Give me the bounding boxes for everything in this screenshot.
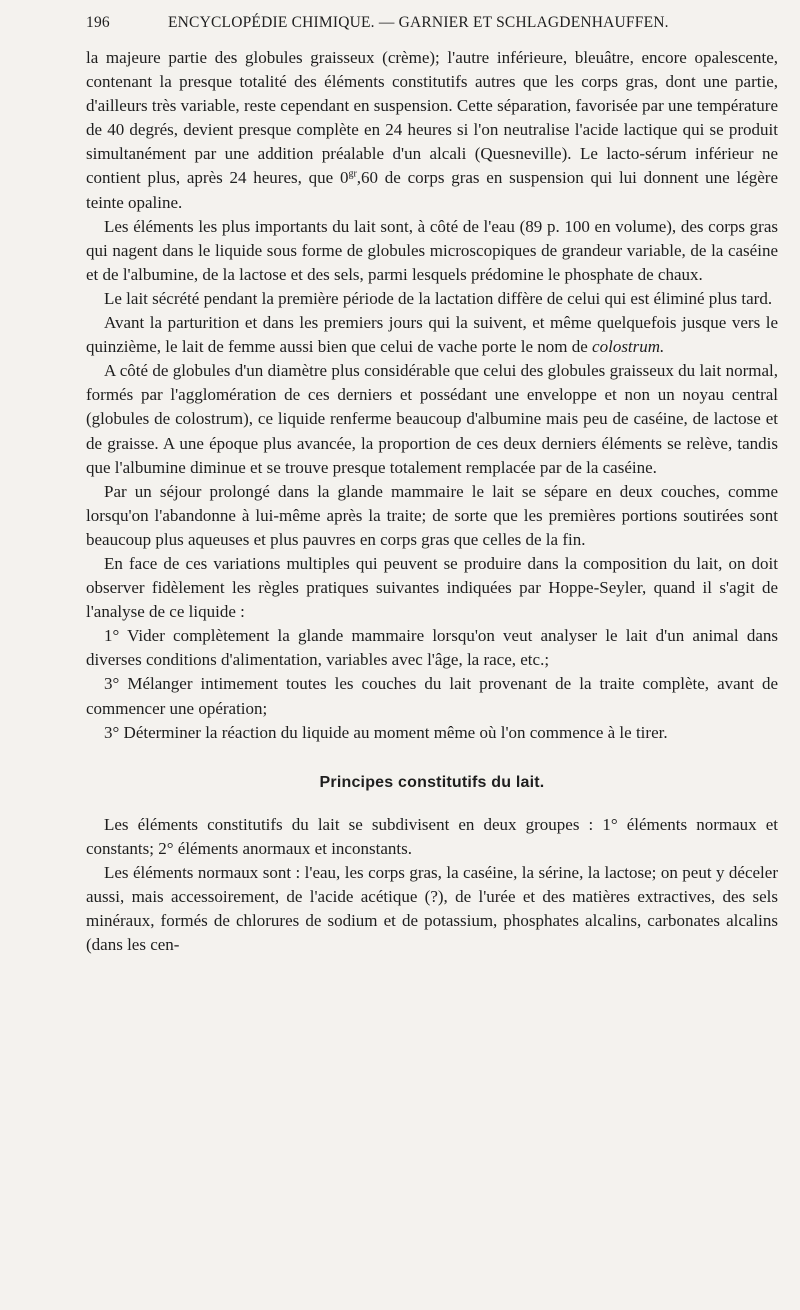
italic-term: colostrum. <box>592 337 665 357</box>
paragraph: Les éléments les plus importants du lait sont, à côté de l'eau (89 p. 100 en volume), des corps gras qui nagent dans le liquide sous forme de globules microscopiques de grandeur variable, de la caséine et de l'albumine, de la lactose et des sels, parmi lesquels prédomine le phosphate de chaux. <box>86 216 778 284</box>
paragraph: En face de ces variations multiples qui peuvent se produire dans la composition du lait, on doit observer fidèlement les règles pratiques suivantes indiquées par Hoppe-Seyler, quand il s'agit de l'analyse de ce liquide : <box>86 553 778 622</box>
section-title: Principes constitutifs du lait. <box>319 773 545 791</box>
body-text <box>86 46 778 957</box>
list-item: 3° Mélanger intimement toutes les couches du lait provenant de la traite complète, avant de commencer une opération; <box>86 674 778 718</box>
paragraph: Par un séjour prolongé dans la glande mammaire le lait se sépare en deux couches, comme lorsqu'on l'abandonne à lui-même après la traite; de sorte que les premières portions soutirées sont beaucoup plus aqueuses et plus pauvres en corps gras que celles de la fin. <box>86 481 778 549</box>
paragraph: Les éléments constitutifs du lait se subdivisent en deux groupes : 1° éléments normaux et constants; 2° éléments anormaux et inconstants. <box>86 814 778 858</box>
page-number: 196 <box>86 14 110 31</box>
list-item: 3° Déterminer la réaction du liquide au moment même où l'on commence à le tirer. <box>104 722 668 742</box>
list-item: 1° Vider complètement la glande mammaire lorsqu'on veut analyser le lait d'un animal dans diverses conditions d'alimentation, variables avec l'âge, la race, etc.; <box>86 626 778 670</box>
running-title: ENCYCLOPÉDIE CHIMIQUE. — GARNIER ET SCHLAGDENHAUFFEN. <box>168 14 669 31</box>
paragraph: Le lait sécrété pendant la première période de la lactation diffère de celui qui est éliminé plus tard. <box>104 288 773 308</box>
paragraph: Les éléments normaux sont : l'eau, les corps gras, la caséine, la sérine, la lactose; on peut y déceler aussi, mais accessoirement, de l'acide acétique (?), de l'urée et des matières extractives, des sels minéraux, formés de chlorures de sodium et de potassium, phosphates alcalins, carbonates alcalins (dans les cen- <box>86 863 778 955</box>
paragraph: Avant la parturition et dans les premiers jours qui la suivent, et même quelquefois jusque vers le quinzième, le lait de femme aussi bien que celui de vache porte le nom de colostrum. <box>86 313 778 357</box>
running-header <box>86 14 778 40</box>
paragraph: A côté de globules d'un diamètre plus considérable que celui des globules graisseux du lait normal, formés par l'agglomération de ces derniers et possédant une enveloppe et non un noyau central (globules de colostrum), ce liquide renferme beaucoup d'albumine mais peu de caséine, de lactose et de graisse. A une époque plus avancée, la proportion de ces deux derniers éléments se relève, tandis que l'albumine diminue et se trouve presque totalement remplacée par de la caséine. <box>86 361 778 477</box>
measurement-value: $0^{gr},60$ <box>339 168 379 188</box>
paragraph: la majeure partie des globules graisseux (crème); l'autre inférieure, bleuâtre, encore opalescente, contenant la presque totalité des éléments constitutifs autres que les corps gras, dont une partie, d'ailleurs très variable, reste cependant en suspension. Cette séparation, favorisée par une température de 40 degrés, devient presque complète en 24 heures si l'on neutralise l'acide lactique qui se produit simultanément par une addition préalable d'un alcali (Quesneville). Le lacto-sérum inférieur ne contient plus, après 24 heures, que $0^{gr},60$ de corps gras en suspension qui lui donnent une légère teinte opaline. <box>86 48 778 212</box>
